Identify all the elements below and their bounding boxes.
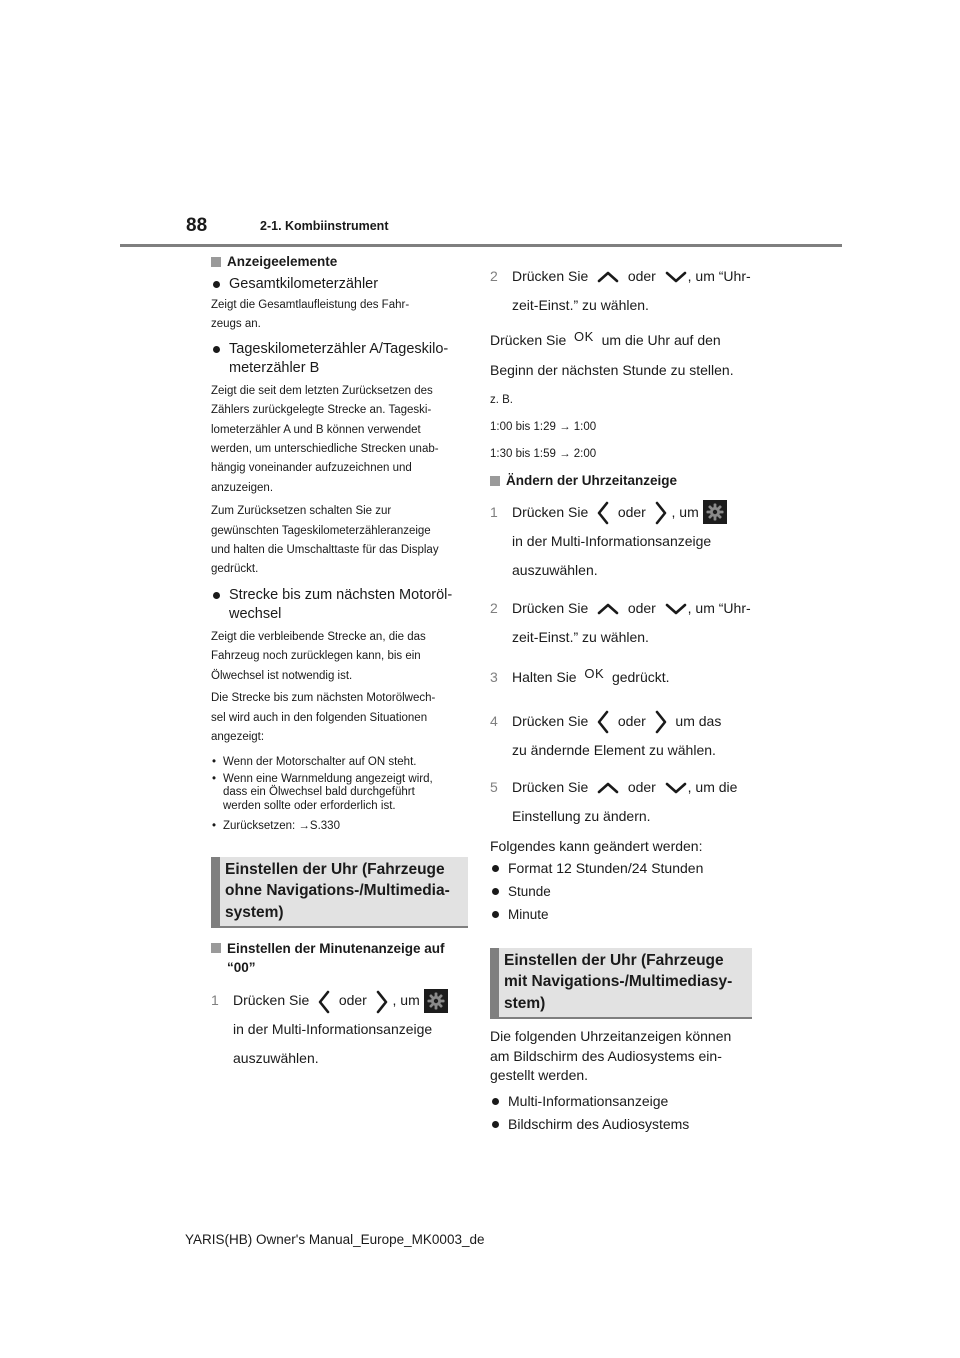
- bullet-dot-icon: [492, 911, 499, 918]
- step-line: in der Multi-Informationsanzeige: [233, 1021, 433, 1038]
- tages-title: Tageskilometerzähler A/Tageskilo- meterzähler B: [211, 340, 468, 379]
- gesamt-title: Gesamtkilometerzähler: [211, 273, 468, 296]
- chevron-up-icon: [596, 270, 620, 284]
- text-line: lometerzähler A und B können verwendet: [211, 423, 421, 436]
- example-label: z. B.: [490, 393, 514, 406]
- oil-title: Strecke bis zum nächsten Motoröl- wechsel: [211, 586, 468, 625]
- bullet-dot-icon: [213, 346, 220, 353]
- text-line: Die Strecke bis zum nächsten Motorölwech-: [211, 692, 436, 705]
- header-divider: [120, 244, 842, 247]
- step-line: zu ändernde Element zu wählen.: [512, 741, 716, 758]
- chevron-down-icon: [664, 781, 688, 795]
- chevron-right-icon: [654, 709, 668, 735]
- step-line: in der Multi-Informationsanzeige: [512, 532, 712, 549]
- step-number: 5: [490, 778, 498, 795]
- right-column: [490, 262, 752, 1136]
- note-bullet: •: [212, 756, 217, 769]
- text-line: hängig voneinander aufzuzeichnen und: [211, 462, 412, 475]
- text-line: sel wird auch in den folgenden Situationen: [211, 711, 428, 724]
- page-number: 88: [186, 215, 208, 236]
- bullet-dot-icon: [213, 592, 220, 599]
- text-line: Die folgenden Uhrzeitanzeigen können: [490, 1028, 732, 1045]
- step-number: 4: [490, 712, 498, 729]
- ok-instruction: Drücken Sie OK um die Uhr auf den: [490, 326, 752, 356]
- square-bullet-icon: [211, 943, 221, 953]
- chevron-up-icon: [596, 602, 620, 616]
- note-item: • Wenn eine Warnmeldung angezeigt wird, dass ein Ölwechsel bald durchgeführt werden sollte oder erforderlich ist.: [212, 772, 433, 812]
- text-line: angezeigt:: [211, 730, 265, 743]
- step-line: auszuwählen.: [512, 561, 598, 578]
- step-number: 3: [490, 668, 498, 685]
- oil-desc-2: [211, 689, 468, 747]
- step-line: 5 Drücken Sie oder , um die: [490, 773, 752, 802]
- minute-step-1: [211, 986, 468, 1073]
- chevron-down-icon: [664, 602, 688, 616]
- bullet-dot-icon: [492, 865, 499, 872]
- step-number: 2: [490, 268, 498, 284]
- note-bullet: •: [212, 820, 217, 833]
- ok-instruction-2: Beginn der nächsten Stunde zu stellen.: [490, 361, 734, 378]
- audio-desc: [490, 1027, 752, 1086]
- step-line: 4 Drücken Sie oder um das: [490, 707, 752, 736]
- list-item: Bildschirm des Audiosystems: [490, 1113, 752, 1136]
- text-line: am Bildschirm des Audiosystems ein-: [490, 1047, 722, 1064]
- step-line: Einstellung zu ändern.: [512, 807, 651, 824]
- aendern-heading: Ändern der Uhrzeitanzeige: [490, 473, 752, 489]
- square-bullet-icon: [490, 476, 500, 486]
- chevron-left-icon: [596, 500, 610, 526]
- tages-reset: [211, 502, 468, 580]
- text-line: Zählers zurückgelegte Strecke an. Tageski-: [211, 404, 432, 417]
- step-line: 2 Drücken Sie oder , um “Uhr-: [490, 594, 752, 623]
- chevron-down-icon: [664, 270, 688, 284]
- bullet-dot-icon: [492, 1121, 499, 1128]
- text-line: Fahrzeug noch zurücklegen kann, bis ein: [211, 650, 421, 663]
- text-line: Zum Zurücksetzen schalten Sie zur: [211, 505, 392, 518]
- text-line: Zeigt die seit dem letzten Zurücksetzen des: [211, 384, 433, 397]
- step-line: 3 Halten Sie OK gedrückt.: [490, 663, 752, 693]
- text-line: Ölwechsel ist notwendig ist.: [211, 669, 353, 682]
- section-box-with-nav: Einstellen der Uhr (Fahrzeuge mit Navigations-/Multimediasy- stem): [490, 948, 752, 1020]
- section-box-without-nav: Einstellen der Uhr (Fahrzeuge ohne Navigations-/Multimedia- system): [211, 857, 468, 929]
- chevron-right-icon: [375, 989, 389, 1015]
- step-line: 1 Drücken Sie oder , um: [490, 498, 752, 527]
- text-line: gewünschten Tageskilometerzähleranzeige: [211, 524, 431, 537]
- step-number: 1: [211, 992, 219, 1009]
- text-line: werden, um unterschiedliche Strecken unab-: [211, 443, 439, 456]
- aendern-step-3: [490, 663, 752, 693]
- list-item: Stunde: [490, 880, 752, 903]
- minute-heading: Einstellen der Minutenanzeige auf “00”: [211, 939, 468, 977]
- aendern-step-5: [490, 773, 752, 831]
- oil-desc: [211, 628, 468, 686]
- example-2: 1:30 bis 1:59 → 2:00: [490, 447, 597, 460]
- list-item: Format 12 Stunden/24 Stunden: [490, 857, 752, 880]
- anzeige-heading: Anzeigeelemente: [211, 254, 468, 270]
- aendern-step-4: [490, 707, 752, 765]
- left-column: [211, 252, 468, 1073]
- bullet-dot-icon: [213, 281, 220, 288]
- aendern-step-1: [490, 498, 752, 585]
- ok-icon: OK: [584, 665, 605, 681]
- list-item: Multi-Informationsanzeige: [490, 1090, 752, 1113]
- gesamt-desc-1: Zeigt die Gesamtlaufleistung des Fahr-: [211, 299, 410, 311]
- note-item: • Wenn der Motorschalter auf ON steht.: [212, 756, 417, 769]
- footer-text: YARIS(HB) Owner's Manual_Europe_MK0003_de: [185, 1232, 485, 1247]
- list-item: Minute: [490, 903, 752, 926]
- step-line: zeit-Einst.” zu wählen.: [512, 628, 649, 645]
- aendern-step-2: [490, 594, 752, 652]
- step-number: 2: [490, 599, 498, 616]
- square-bullet-icon: [211, 257, 221, 267]
- gear-icon: [424, 989, 448, 1013]
- bullet-dot-icon: [492, 1098, 499, 1105]
- notes-list: [211, 756, 468, 834]
- note-bullet: •: [212, 772, 217, 785]
- changeable-label: Folgendes kann geändert werden:: [490, 837, 703, 854]
- step-number: 1: [490, 503, 498, 520]
- tages-desc: [211, 382, 468, 498]
- chevron-right-icon: [654, 500, 668, 526]
- note-item: • Zurücksetzen: →S.330: [212, 820, 340, 833]
- minute-step-2: [490, 262, 752, 320]
- gesamt-desc-2: zeugs an.: [211, 318, 261, 331]
- step-line: 1 Drücken Sie oder , um: [211, 986, 468, 1015]
- bullet-dot-icon: [492, 888, 499, 895]
- text-line: und halten die Umschalttaste für das Display: [211, 544, 439, 557]
- text-line: anzuzeigen.: [211, 481, 274, 494]
- text-line: gedrückt.: [211, 563, 259, 576]
- ok-icon: OK: [574, 328, 594, 344]
- gear-icon: [703, 500, 727, 524]
- chevron-left-icon: [596, 709, 610, 735]
- text-line: Zeigt die verbleibende Strecke an, die das: [211, 630, 426, 643]
- text-line: gestellt werden.: [490, 1067, 589, 1084]
- section-title: 2-1. Kombiinstrument: [260, 219, 389, 233]
- chevron-left-icon: [317, 989, 331, 1015]
- step-line: zeit-Einst.” zu wählen.: [512, 297, 649, 313]
- step-line: 2 Drücken Sie oder , um “Uhr-: [490, 262, 752, 291]
- step-line: auszuwählen.: [233, 1050, 319, 1067]
- chevron-up-icon: [596, 781, 620, 795]
- example-1: 1:00 bis 1:29 → 1:00: [490, 420, 597, 433]
